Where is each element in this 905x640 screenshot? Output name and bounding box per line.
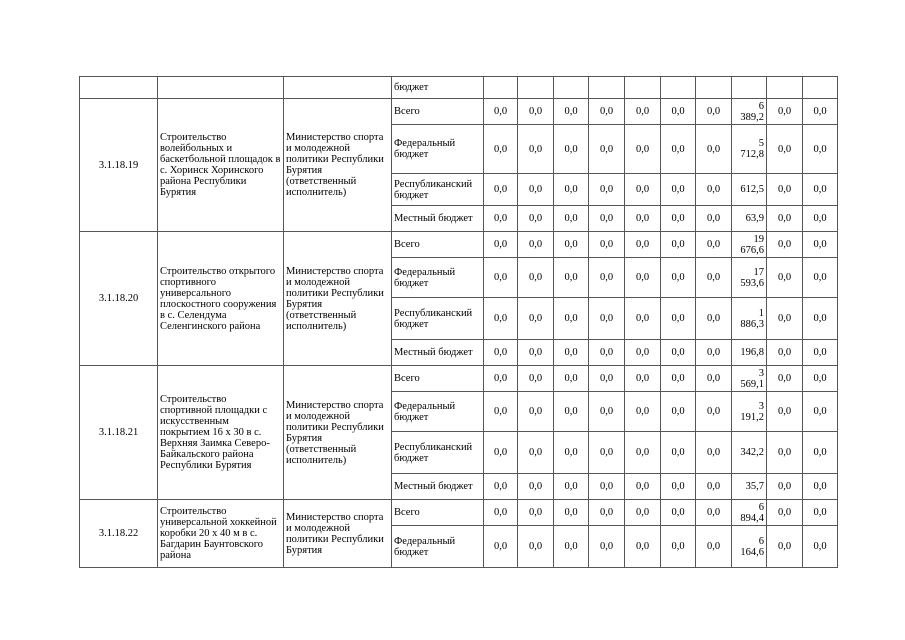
value-cell: 3 191,2: [732, 392, 767, 432]
value-cell: 0,0: [518, 474, 554, 500]
value-cell: 0,0: [589, 340, 625, 366]
value-cell: 0,0: [803, 125, 838, 174]
value-cell: 0,0: [625, 340, 661, 366]
value-cell: 0,0: [661, 432, 696, 474]
source-federal: Федеральный бюджет: [392, 526, 484, 568]
value-cell: 0,0: [625, 232, 661, 258]
value-cell: 0,0: [518, 392, 554, 432]
budget-source-cell: бюджет: [392, 77, 484, 99]
value-cell: 0,0: [803, 258, 838, 298]
value-cell: 0,0: [484, 392, 518, 432]
value-cell: 0,0: [518, 526, 554, 568]
value-cell: 0,0: [554, 99, 589, 125]
value-cell: 0,0: [803, 340, 838, 366]
table-row: [80, 500, 838, 526]
table-row: [80, 99, 838, 125]
table-row: [80, 366, 838, 392]
value-cell: 0,0: [554, 206, 589, 232]
value-cell: 0,0: [696, 526, 732, 568]
value-cell: 0,0: [696, 474, 732, 500]
value-cell: 196,8: [732, 340, 767, 366]
value-cell: [696, 77, 732, 99]
value-cell: 0,0: [518, 258, 554, 298]
value-cell: [518, 77, 554, 99]
value-cell: 0,0: [696, 432, 732, 474]
value-cell: 0,0: [696, 298, 732, 340]
source-total: Всего: [392, 366, 484, 392]
empty-cell: [158, 77, 284, 99]
value-cell: 0,0: [554, 474, 589, 500]
value-cell: 0,0: [554, 125, 589, 174]
value-cell: 0,0: [554, 298, 589, 340]
value-cell: 0,0: [767, 125, 803, 174]
value-cell: 0,0: [554, 258, 589, 298]
value-cell: 0,0: [696, 174, 732, 206]
value-cell: 0,0: [661, 232, 696, 258]
item-code: 3.1.18.19: [80, 99, 158, 232]
value-cell: 0,0: [484, 500, 518, 526]
value-cell: 0,0: [518, 174, 554, 206]
value-cell: 0,0: [554, 526, 589, 568]
value-cell: 612,5: [732, 174, 767, 206]
value-cell: 0,0: [625, 526, 661, 568]
item-name: Строительство спортивной площадки с искусственным покрытием 16 х 30 в с. Верхняя Заимка Северо-Байкальского района Республики Бурятия: [158, 366, 284, 500]
source-republican: Республиканский бюджет: [392, 432, 484, 474]
source-total: Всего: [392, 500, 484, 526]
value-cell: 0,0: [518, 366, 554, 392]
value-cell: 0,0: [518, 125, 554, 174]
value-cell: 0,0: [589, 206, 625, 232]
value-cell: 0,0: [767, 432, 803, 474]
value-cell: [484, 77, 518, 99]
value-cell: 17 593,6: [732, 258, 767, 298]
value-cell: 3 569,1: [732, 366, 767, 392]
value-cell: 0,0: [484, 99, 518, 125]
value-cell: 6 389,2: [732, 99, 767, 125]
item-executor: Министерство спорта и молодежной политики Республики Бурятия (ответственный исполнитель): [284, 232, 392, 366]
value-cell: [803, 77, 838, 99]
value-cell: 0,0: [696, 99, 732, 125]
value-cell: 0,0: [767, 174, 803, 206]
value-cell: 0,0: [625, 99, 661, 125]
value-cell: 0,0: [625, 366, 661, 392]
empty-cell: [80, 77, 158, 99]
value-cell: 0,0: [554, 392, 589, 432]
empty-cell: [284, 77, 392, 99]
value-cell: 0,0: [625, 298, 661, 340]
value-cell: 6 894,4: [732, 500, 767, 526]
source-federal: Федеральный бюджет: [392, 258, 484, 298]
source-republican: Республиканский бюджет: [392, 174, 484, 206]
source-local: Местный бюджет: [392, 474, 484, 500]
value-cell: 0,0: [803, 99, 838, 125]
value-cell: 35,7: [732, 474, 767, 500]
value-cell: [625, 77, 661, 99]
value-cell: 0,0: [767, 500, 803, 526]
value-cell: 0,0: [625, 474, 661, 500]
item-code: 3.1.18.21: [80, 366, 158, 500]
item-name: Строительство открытого спортивного универсального плоскостного сооружения в с. Селендума Селенгинского района: [158, 232, 284, 366]
value-cell: 0,0: [589, 392, 625, 432]
source-federal: Федеральный бюджет: [392, 392, 484, 432]
value-cell: 0,0: [518, 206, 554, 232]
value-cell: 0,0: [767, 298, 803, 340]
value-cell: 0,0: [696, 232, 732, 258]
value-cell: 0,0: [589, 500, 625, 526]
value-cell: [767, 77, 803, 99]
value-cell: 0,0: [767, 258, 803, 298]
value-cell: 0,0: [484, 174, 518, 206]
value-cell: [732, 77, 767, 99]
value-cell: 0,0: [518, 232, 554, 258]
value-cell: 342,2: [732, 432, 767, 474]
value-cell: 0,0: [661, 174, 696, 206]
value-cell: 0,0: [484, 298, 518, 340]
item-code: 3.1.18.20: [80, 232, 158, 366]
value-cell: 0,0: [625, 174, 661, 206]
budget-table: [79, 76, 838, 568]
value-cell: 0,0: [484, 366, 518, 392]
value-cell: 6 164,6: [732, 526, 767, 568]
value-cell: 0,0: [625, 500, 661, 526]
value-cell: [661, 77, 696, 99]
value-cell: 0,0: [767, 392, 803, 432]
value-cell: 0,0: [589, 174, 625, 206]
value-cell: 0,0: [518, 500, 554, 526]
table-row-continuation: [80, 77, 838, 99]
source-local: Местный бюджет: [392, 340, 484, 366]
value-cell: 0,0: [696, 258, 732, 298]
value-cell: 5 712,8: [732, 125, 767, 174]
table-body: [80, 77, 838, 568]
source-republican: Республиканский бюджет: [392, 298, 484, 340]
value-cell: 0,0: [661, 206, 696, 232]
value-cell: 0,0: [803, 432, 838, 474]
value-cell: 0,0: [625, 258, 661, 298]
source-total: Всего: [392, 99, 484, 125]
source-federal: Федеральный бюджет: [392, 125, 484, 174]
value-cell: 0,0: [484, 474, 518, 500]
value-cell: 0,0: [767, 366, 803, 392]
item-code: 3.1.18.22: [80, 500, 158, 568]
value-cell: 0,0: [554, 232, 589, 258]
value-cell: 0,0: [589, 258, 625, 298]
value-cell: 0,0: [589, 526, 625, 568]
value-cell: 0,0: [589, 125, 625, 174]
item-executor: Министерство спорта и молодежной политики Республики Бурятия: [284, 500, 392, 568]
value-cell: 0,0: [767, 206, 803, 232]
value-cell: 0,0: [661, 392, 696, 432]
value-cell: 0,0: [589, 474, 625, 500]
value-cell: 0,0: [625, 392, 661, 432]
value-cell: 0,0: [625, 206, 661, 232]
value-cell: 0,0: [696, 206, 732, 232]
value-cell: 0,0: [484, 206, 518, 232]
value-cell: 0,0: [484, 232, 518, 258]
value-cell: 0,0: [589, 232, 625, 258]
value-cell: 0,0: [767, 99, 803, 125]
value-cell: [589, 77, 625, 99]
item-name: Строительство универсальной хоккейной коробки 20 х 40 м в с. Багдарин Баунтовского района: [158, 500, 284, 568]
value-cell: 0,0: [589, 298, 625, 340]
value-cell: 0,0: [661, 258, 696, 298]
value-cell: 0,0: [767, 232, 803, 258]
value-cell: 0,0: [589, 366, 625, 392]
value-cell: 0,0: [661, 125, 696, 174]
value-cell: 0,0: [518, 432, 554, 474]
value-cell: 0,0: [484, 432, 518, 474]
table-row: [80, 232, 838, 258]
value-cell: 0,0: [803, 392, 838, 432]
value-cell: 0,0: [767, 526, 803, 568]
value-cell: 0,0: [484, 125, 518, 174]
value-cell: 0,0: [484, 258, 518, 298]
value-cell: 1 886,3: [732, 298, 767, 340]
value-cell: 0,0: [803, 232, 838, 258]
value-cell: 0,0: [518, 298, 554, 340]
value-cell: 0,0: [803, 366, 838, 392]
value-cell: 0,0: [696, 500, 732, 526]
value-cell: 0,0: [484, 340, 518, 366]
value-cell: 0,0: [803, 500, 838, 526]
value-cell: 0,0: [589, 99, 625, 125]
value-cell: 0,0: [696, 366, 732, 392]
value-cell: 19 676,6: [732, 232, 767, 258]
value-cell: 0,0: [625, 125, 661, 174]
value-cell: 0,0: [554, 500, 589, 526]
value-cell: 0,0: [661, 99, 696, 125]
value-cell: 0,0: [661, 526, 696, 568]
value-cell: 0,0: [484, 526, 518, 568]
value-cell: 0,0: [803, 474, 838, 500]
value-cell: 0,0: [803, 174, 838, 206]
value-cell: 0,0: [661, 474, 696, 500]
value-cell: 63,9: [732, 206, 767, 232]
item-name: Строительство волейбольных и баскетбольной площадок в с. Хоринск Хоринского района Республики Бурятия: [158, 99, 284, 232]
value-cell: 0,0: [518, 340, 554, 366]
value-cell: 0,0: [803, 526, 838, 568]
value-cell: 0,0: [661, 500, 696, 526]
value-cell: [554, 77, 589, 99]
value-cell: 0,0: [554, 340, 589, 366]
value-cell: 0,0: [696, 392, 732, 432]
value-cell: 0,0: [554, 366, 589, 392]
value-cell: 0,0: [518, 99, 554, 125]
value-cell: 0,0: [696, 125, 732, 174]
item-executor: Министерство спорта и молодежной политики Республики Бурятия (ответственный исполнитель): [284, 99, 392, 232]
value-cell: 0,0: [554, 174, 589, 206]
value-cell: 0,0: [661, 366, 696, 392]
value-cell: 0,0: [696, 340, 732, 366]
value-cell: 0,0: [625, 432, 661, 474]
value-cell: 0,0: [767, 340, 803, 366]
item-executor: Министерство спорта и молодежной политики Республики Бурятия (ответственный исполнитель): [284, 366, 392, 500]
value-cell: 0,0: [554, 432, 589, 474]
source-local: Местный бюджет: [392, 206, 484, 232]
value-cell: 0,0: [661, 340, 696, 366]
value-cell: 0,0: [661, 298, 696, 340]
source-total: Всего: [392, 232, 484, 258]
value-cell: 0,0: [803, 298, 838, 340]
value-cell: 0,0: [589, 432, 625, 474]
value-cell: 0,0: [803, 206, 838, 232]
value-cell: 0,0: [767, 474, 803, 500]
